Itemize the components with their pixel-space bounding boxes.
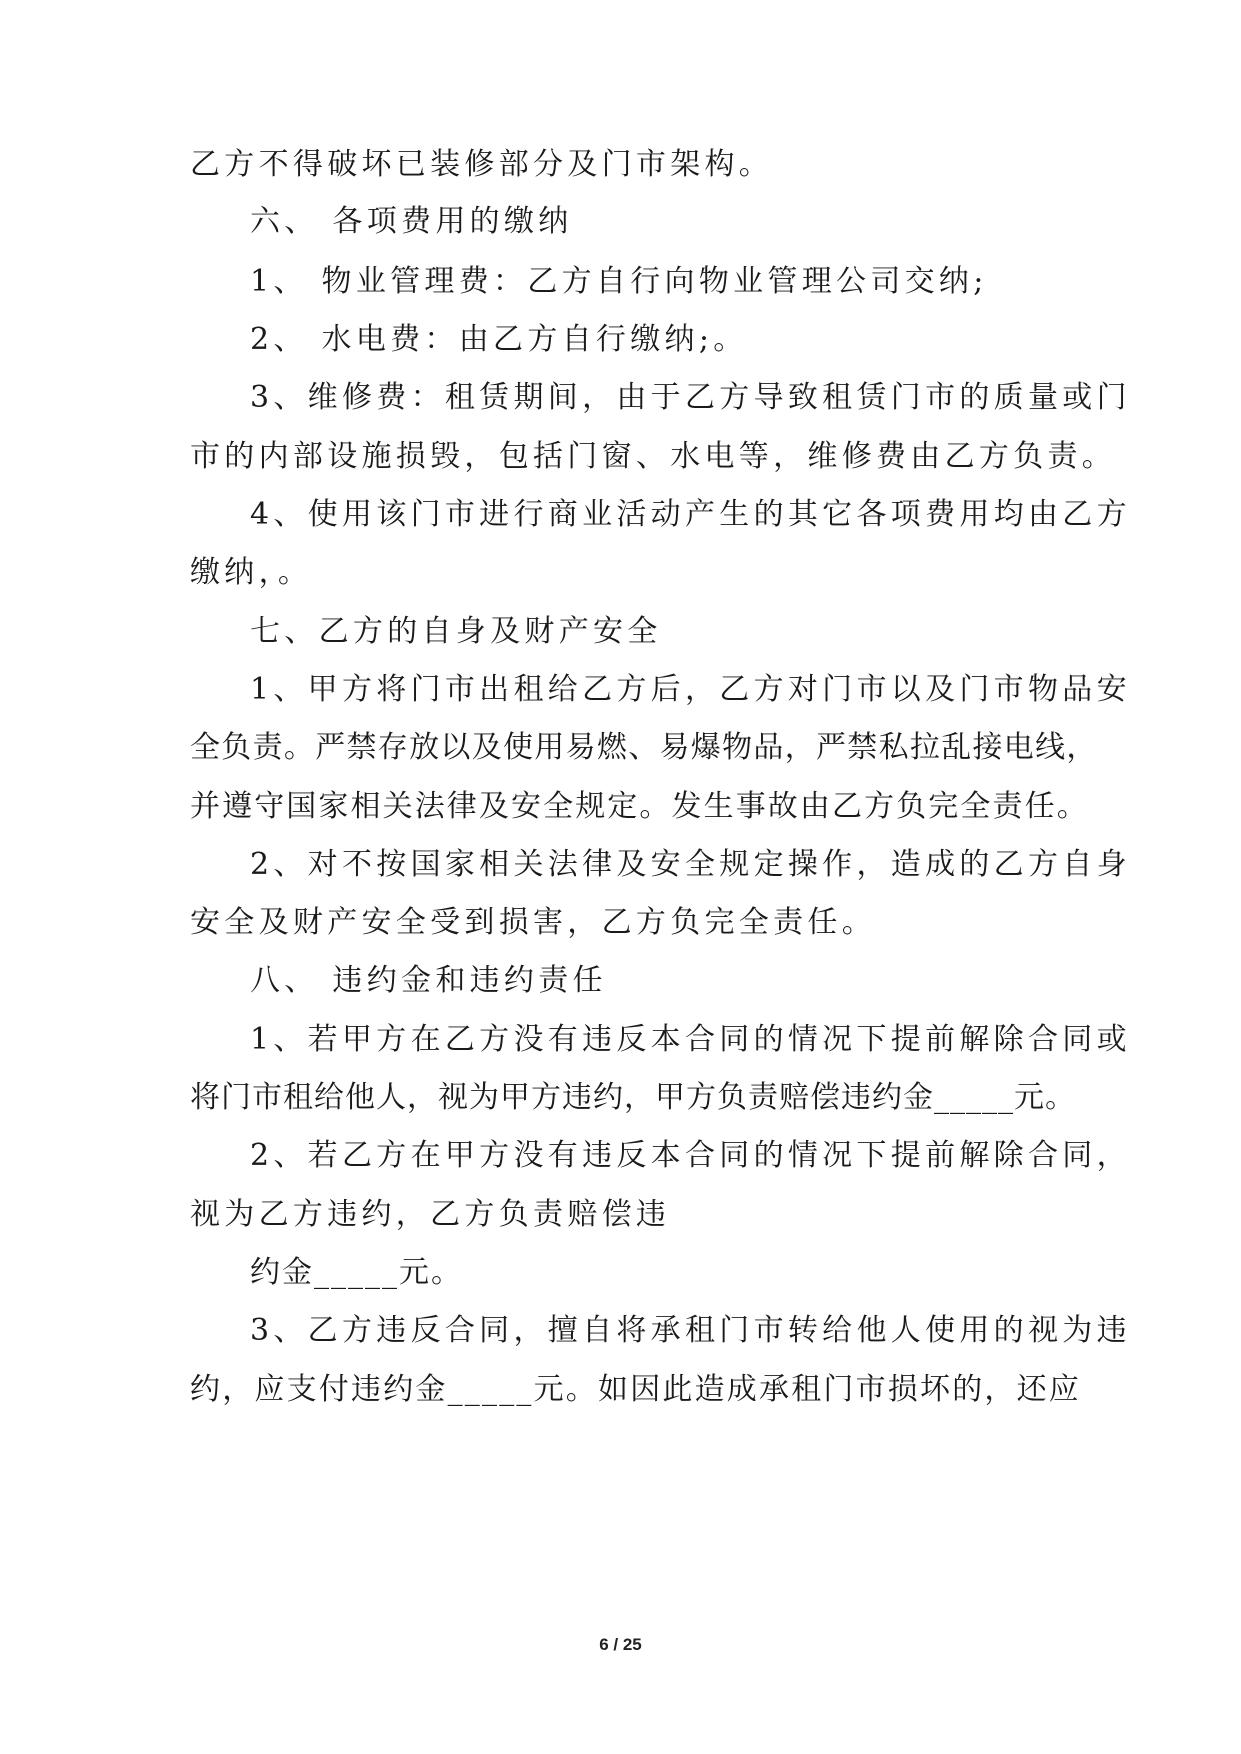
section-heading-eight: 八、 违约金和违约责任 bbox=[250, 963, 607, 998]
paragraph-line: 3、乙方违反合同，擅自将承租门市转给他人使用的视为违 bbox=[250, 1313, 1131, 1348]
paragraph-line: 1、甲方将门市出租给乙方后，乙方对门市以及门市物品安 bbox=[250, 672, 1131, 707]
paragraph-line: 1、若甲方在乙方没有违反本合同的情况下提前解除合同或 bbox=[250, 1022, 1131, 1057]
paragraph-line: 全负责。严禁存放以及使用易燃、易爆物品，严禁私拉乱接电线， bbox=[190, 730, 1098, 765]
paragraph-line: 视为乙方违约，乙方负责赔偿违 bbox=[190, 1197, 671, 1232]
paragraph-line: 2、若乙方在甲方没有违反本合同的情况下提前解除合同， bbox=[250, 1138, 1131, 1173]
paragraph-line: 约金_____元。 bbox=[250, 1255, 463, 1290]
paragraph-line: 2、 水电费：由乙方自行缴纳;。 bbox=[250, 322, 748, 357]
paragraph-line: 4、使用该门市进行商业活动产生的其它各项费用均由乙方 bbox=[250, 497, 1131, 532]
paragraph-line: 约，应支付违约金_____元。如因此造成承租门市损坏的，还应 bbox=[190, 1372, 1081, 1407]
paragraph-line: 缴纳，。 bbox=[190, 555, 313, 590]
paragraph-line: 2、对不按国家相关法律及安全规定操作，造成的乙方自身 bbox=[250, 847, 1131, 882]
section-heading-six: 六、 各项费用的缴纳 bbox=[250, 204, 573, 239]
paragraph-line: 将门市租给他人，视为甲方违约，甲方负责赔偿违约金_____元。 bbox=[190, 1080, 1076, 1115]
paragraph-line: 市的内部设施损毁，包括门窗、水电等，维修费由乙方负责。 bbox=[190, 439, 1117, 474]
section-heading-seven: 七、乙方的自身及财产安全 bbox=[250, 614, 662, 649]
paragraph-line: 1、 物业管理费：乙方自行向物业管理公司交纳; bbox=[250, 264, 988, 299]
paragraph-line: 乙方不得破坏已装修部分及门市架构。 bbox=[190, 147, 774, 182]
paragraph-line: 3、维修费：租赁期间，由于乙方导致租赁门市的质量或门 bbox=[250, 380, 1131, 415]
paragraph-line: 安全及财产安全受到损害，乙方负完全责任。 bbox=[190, 905, 876, 940]
paragraph-line: 并遵守国家相关法律及安全规定。发生事故由乙方负完全责任。 bbox=[190, 789, 1089, 824]
page-number: 6 / 25 bbox=[599, 1635, 642, 1654]
